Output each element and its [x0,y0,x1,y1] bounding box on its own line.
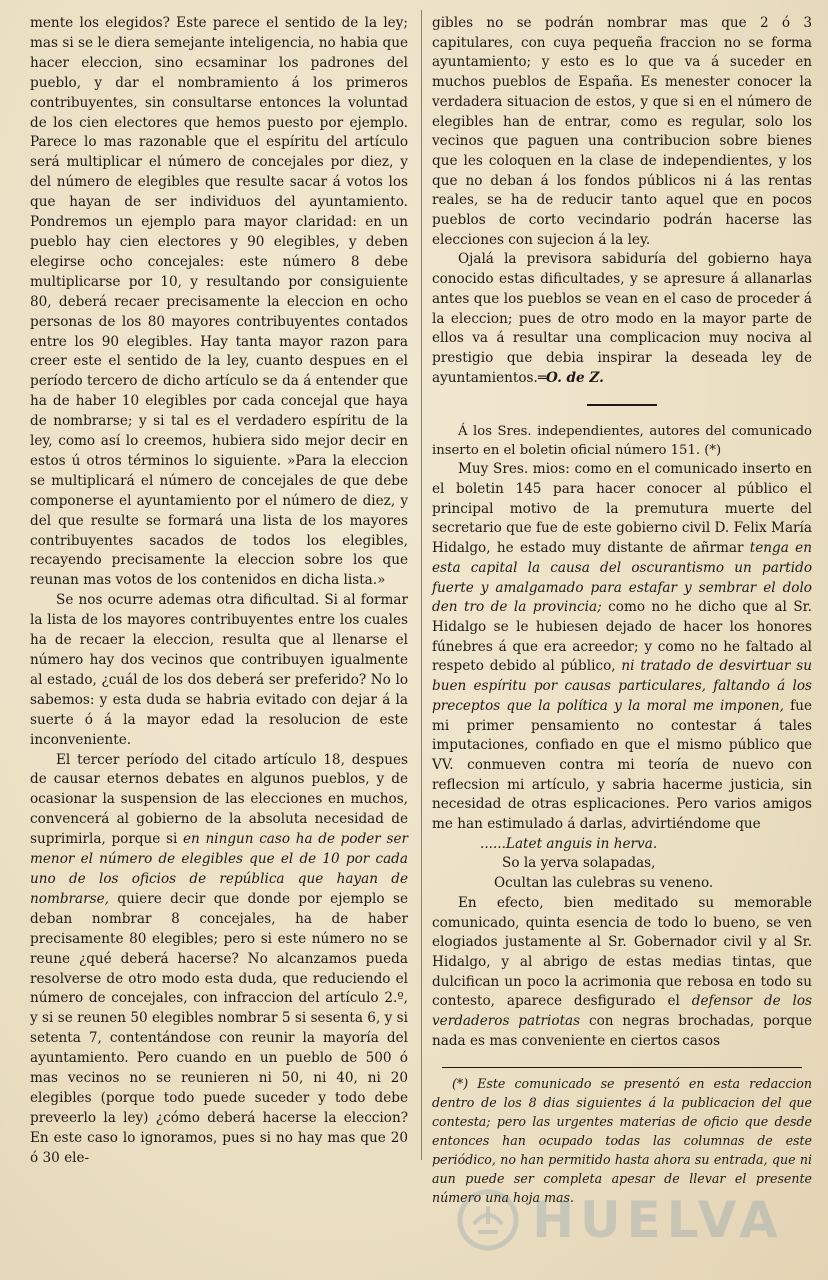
right-p2-text: Ojalá la previsora sabiduría del gobierno haya conocido estas dificultades, y se apresure á allanarlas antes que los pueblos se vean en el caso de proceder á la eleccion; pues de otro modo en la mayor parte de ellos va á resultar una complicacion muy nociva al prestigio que debia inspirar la deseada ley de ayuntamientos. [432,251,812,386]
left-paragraph-1: mente los elegidos? Este parece el sentido de la ley; mas si se le diera semejante inteligencia, no habia que hacer eleccion, sino ecsaminar los padrones del pueblo, y dar el nombramiento á los primeros contribuyentes, sin consultarse entonces la voluntad de los cien electores que hemos puesto por ejemplo. Parece lo mas razonable que el espíritu del artículo será multiplicar el número de concejales por diez, y del número de elegibles que resulte sacar á votos los que hayan de ser individuos del ayuntamiento. Pondremos un ejemplo para mayor claridad: en un pueblo hay cien electores y 90 elegibles, y deben elegirse ocho concejales: este número 8 debe multiplicarse por 10, y resultando por consiguiente 80, deberá recaer precisamente la eleccion en ocho personas de los 80 mayores contribuyentes contados entre los 90 elegibles. Hay tanta mayor razon para creer este el sentido de la ley, cuanto despues en el período tercero de dicho artículo se da á entender que ha de haber 10 elegibles por cada concejal que haya de nombrarse; y si tal es el verdadero espíritu de la ley, como así lo creemos, hubiera sido mejor decir en estos ú otros términos lo siguiente. »Para la eleccion se multiplicará el número de concejales de que debe componerse el ayuntamiento por el número de diez, y del que resulte se formará una lista de los mayores contribuyentes sacados de todos los elegibles, recayendo precisamente la eleccion sobre los que reunan mas votos de los contenidos en dicha lista.» [30,15,408,589]
verse-line-2: Ocultan las culebras su veneno. [494,875,714,892]
right-column [432,14,812,1206]
footnote-divider [442,1067,802,1068]
final-italic: defensor de los verdaderos patriotas [432,993,812,1030]
left-paragraph-3 [30,751,408,1169]
final-text-a: En efecto, bien meditado su memorable comunicado, quinta esencia de todo lo bueno, se ven elogiados justamente al Sr. Gobernador civil y al Sr. Hidalgo, y al abrigo de estas medias tintas, que dulcifican un poco la acrimonia que rebosa en todo su contesto, aparece desfigurado el [432,894,812,1010]
signature: ═O. de Z. [537,369,604,386]
right-paragraph-2 [432,250,812,388]
letter-final-paragraph [432,894,812,1052]
left-p3-italic: en ningun caso ha de poder ser menor el número de elegibles que el de 10 por cada uno de los oficios de república que hayan de nombrarse, [30,831,408,907]
right-paragraph-1: gibles no se podrán nombrar mas que 2 ó 3 capitulares, con cuya pequeña fraccion no se forma ayuntamiento; y esto es lo que va á suceder en muchos pueblos de España. Es menester conocer la verdadera situacion de estos, y que si en el número de elegibles han de entrar, como es regular, solo los vecinos que paguen una contribucion sobre bienes que les coloquen en la clase de independientes, y los que no deban á los fondos públicos ni á las rentas reales, se ha de reducir tanto aquel que en pocos pueblos de corto vecindario podrán hacerse las elecciones con sujecion á la ley. [432,15,812,248]
letter-italic-a: tenga en esta capital la causa del oscurantismo un partido fuerte y amalgamado para estafar y sembrar el dolo den tro de la provincia; [432,540,812,616]
letter-italic-b: ni tratado de desvirtuar su buen espíritu por causas particulares, faltando á los preceptos que la política y la moral me imponen, [432,658,812,714]
left-paragraph-2: Se nos ocurre ademas otra dificultad. Si al formar la lista de los mayores contribuyentes entre los cuales ha de recaer la eleccion, resulta que al llenarse el número hay dos vecinos que contribuyen igualmente al estado, ¿cuál de los dos deberá ser preferido? No lo sabemos: y esta duda se habria evitado con dejar á la suerte ó á la mayor edad la resolucion de este inconveniente. [30,592,408,748]
column-rule [421,10,422,1160]
letter-heading: Á los Sres. independientes, autores del comunicado inserto en el boletin oficial número 151. (*) [432,424,812,459]
final-text-b: con negras brochadas, porque nada es mas conveniente en ciertos casos [432,1013,812,1049]
watermark-text: HUELVA [532,1191,784,1249]
letter-body [432,460,812,834]
footnote: (*) Este comunicado se presentó en esta redaccion dentro de los 8 dias siguientes á la publicacion del que contesta; pero las urgentes materias de oficio que desde entonces han ocupado todas las columnas de este periódico, no han permitido hasta ahora su entrada, que ni aun puede ser completa apesar de llevar el presente número una hoja mas. [432,1076,812,1206]
left-p3-text-b: quiere decir que donde por ejemplo se deban nombrar 8 concejales, ha de haber precisamente 80 elegibles; pero si este número no se reune ¿qué deberá hacerse? No alcanzamos pueda resolverse de otro modo esta duda, que reduciendo el número de concejales, con infraccion del artículo 2.º, y si se reunen 50 elegibles nombrar 5 si sesenta 6, y si setenta 7, contentándose con reunir la mayoría del ayuntamiento. Pero cuando en un pueblo de 500 ó mas vecinos no se reunieren ni 50, ni 40, ni 20 elegibles (porque todo puede suceder y todo debe preveerlo la ley) ¿cómo deberá hacerse la eleccion? En este caso lo ignoramos, pues si no hay mas que 20 ó 30 ele- [30,890,408,1166]
section-divider [587,404,657,406]
left-p3-text-a: El tercer período del citado artículo 18, despues de causar eternos debates en algunos pueblos, y de ocasionar la suspension de las elecciones en muchos, convencerá al gobierno de la absoluta necesidad de suprimirla, porque si [30,751,408,848]
letter-text-b: como no he dicho que al Sr. Hidalgo se le hubiesen dejado de hacer los honores fúnebres á que era acreedor; y como no he faltado al respeto debido al público, [432,599,812,675]
letter-text-a: Muy Sres. mios: como en el comunicado inserto en el boletin 145 para hacer conocer al público el principal motivo de la premutura muerte del secretario que fue de este gobierno civil D. Felix María Hidalgo, he estado muy distante de añrmar [432,461,812,557]
left-column [30,14,408,1164]
library-seal-icon [456,1188,520,1252]
verse-line-1: So la yerva solapadas, [502,855,656,872]
letter-text-c: fue mi primer pensamiento no contestar á tales imputaciones, confiado en que el mismo público que VV. conmueven contra mi teoría de nuevo con reflecsion mi artículo, y sabria hacerme justicia, sin necesidad de otras esplicaciones. Pero varios amigos me han estimulado á darlas, advirtiéndome que [432,697,812,833]
verse-latin: ......Latet anguis in herva. [480,835,658,852]
watermark [420,1170,820,1270]
